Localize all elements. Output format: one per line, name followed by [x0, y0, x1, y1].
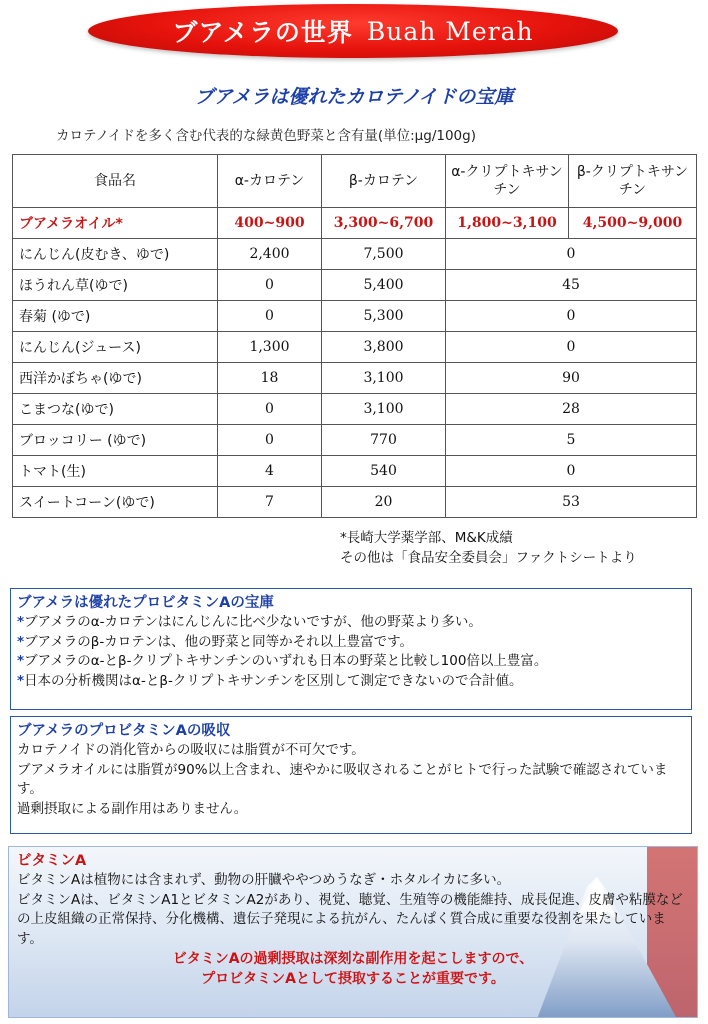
vitamin-a-title: ビタミンA — [17, 853, 87, 869]
cell-alpha: 0 — [218, 270, 322, 301]
list-item: *日本の分析機関はα-とβ-クリプトキサンチンを区別して測定できないので合計値。 — [17, 672, 523, 689]
table-row — [13, 394, 697, 425]
table-row — [13, 270, 697, 301]
warning-line-1: ビタミンAの過剰摂取は深刻な副作用を起こしますので、 — [172, 951, 534, 967]
cell-alpha-cryptoxanthin: 1,800~3,100 — [446, 208, 569, 239]
paragraph-line: ビタミンAは、ビタミンA1とビタミンA2があり、視覚、聴覚、生殖等の機能維持、成長促進、皮膚や粘膜などの上皮組織の正常保持、分化機構、遺伝子発現による抗がん、たんぱく質合成に重要な役割を果たしています。 — [17, 891, 683, 947]
table-row — [13, 425, 697, 456]
provitamin-a-title: ブアメラは優れたプロビタミンAの宝庫 — [17, 595, 274, 611]
cell-name: ほうれん草(ゆで) — [13, 270, 218, 301]
table-row — [13, 363, 697, 394]
cell-name: にんじん(ジュース) — [13, 332, 218, 363]
cell-alpha: 2,400 — [218, 239, 322, 270]
cell-crypto: 5 — [446, 425, 697, 456]
table-row — [13, 487, 697, 518]
cell-crypto: 53 — [446, 487, 697, 518]
cell-beta: 540 — [322, 456, 446, 487]
provitamin-a-box — [10, 588, 692, 710]
cell-beta-cryptoxanthin: 4,500~9,000 — [569, 208, 697, 239]
subtitle: ブアメラは優れたカロテノイドの宝庫 — [194, 86, 514, 108]
paragraph-line: ブアメラオイルには脂質が90%以上含まれ、速やかに吸収されることがヒトで行った試験で確認されています。 — [17, 761, 668, 797]
bullet-asterisk: * — [17, 672, 25, 689]
cell-beta: 5,400 — [322, 270, 446, 301]
cell-crypto: 45 — [446, 270, 697, 301]
cell-crypto: 90 — [446, 363, 697, 394]
cell-name: こまつな(ゆで) — [13, 394, 218, 425]
bullet-asterisk: * — [17, 633, 25, 650]
cell-beta-carotene: 3,300~6,700 — [322, 208, 446, 239]
cell-name: スイートコーン(ゆで) — [13, 487, 218, 518]
header-beta-carotene: β-カロテン — [322, 155, 446, 208]
paragraph-line: ビタミンAは植物には含まれず、動物の肝臓ややつめうなぎ・ホタルイカに多い。 — [17, 872, 511, 888]
cell-beta: 3,800 — [322, 332, 446, 363]
cell-alpha: 0 — [218, 425, 322, 456]
table-row — [13, 301, 697, 332]
cell-crypto: 28 — [446, 394, 697, 425]
absorption-box — [10, 716, 692, 834]
cell-alpha: 0 — [218, 394, 322, 425]
cell-name: 春菊 (ゆで) — [13, 301, 218, 332]
table-row — [13, 456, 697, 487]
cell-alpha: 18 — [218, 363, 322, 394]
table-caption: カロテノイドを多く含む代表的な緑黄色野菜と含有量(単位:μg/100g) — [56, 128, 476, 144]
cell-name: トマト(生) — [13, 456, 218, 487]
title-banner — [88, 4, 618, 58]
cell-alpha: 1,300 — [218, 332, 322, 363]
source-line-2: その他は「食品安全委員会」ファクトシートより — [340, 550, 637, 566]
cell-name: ブアメラオイル* — [13, 208, 218, 239]
table-row — [13, 239, 697, 270]
cell-alpha-carotene: 400~900 — [218, 208, 322, 239]
vitamin-a-box — [8, 846, 698, 1018]
header-food-name: 食品名 — [13, 155, 218, 208]
header-alpha-cryptoxanthin: α-クリプトキサンチン — [446, 155, 569, 208]
bullet-asterisk: * — [17, 614, 25, 630]
cell-alpha: 7 — [218, 487, 322, 518]
cell-name: にんじん(皮むき、ゆで) — [13, 239, 218, 270]
header-beta-cryptoxanthin: β-クリプトキサンチン — [569, 155, 697, 208]
list-item: *ブアメラのα-カロテンはにんじんに比べ少ないですが、他の野菜より多い。 — [17, 614, 482, 630]
title-jp: ブアメラの世界 — [172, 18, 353, 47]
list-item: *ブアメラのα-とβ-クリプトキサンチンのいずれも日本の野菜と比較し100倍以上豊富。 — [17, 653, 548, 669]
cell-crypto: 0 — [446, 301, 697, 332]
cell-name: 西洋かぼちゃ(ゆで) — [13, 363, 218, 394]
table-header-row — [13, 155, 697, 208]
source-note — [340, 528, 637, 568]
table-row — [13, 332, 697, 363]
cell-alpha: 0 — [218, 301, 322, 332]
cell-beta: 7,500 — [322, 239, 446, 270]
paragraph-line: カロテノイドの消化管からの吸収には脂質が不可欠です。 — [17, 742, 365, 758]
header-alpha-carotene: α-カロテン — [218, 155, 322, 208]
list-item: *ブアメラのβ-カロテンは、他の野菜と同等かそれ以上豊富です。 — [17, 633, 413, 650]
absorption-title: ブアメラのプロビタミンAの吸収 — [17, 723, 231, 739]
title-en: Buah Merah — [366, 16, 534, 46]
cell-beta: 3,100 — [322, 363, 446, 394]
cell-crypto: 0 — [446, 332, 697, 363]
cell-beta: 770 — [322, 425, 446, 456]
cell-crypto: 0 — [446, 456, 697, 487]
carotenoid-table — [12, 154, 697, 518]
cell-crypto: 0 — [446, 239, 697, 270]
warning-line-2: プロビタミンAとして摂取することが重要です。 — [201, 971, 505, 987]
bullet-asterisk: * — [17, 653, 25, 669]
cell-alpha: 4 — [218, 456, 322, 487]
cell-beta: 3,100 — [322, 394, 446, 425]
cell-beta: 20 — [322, 487, 446, 518]
table-row-buah-merah-oil — [13, 208, 697, 239]
paragraph-line: 過剰摂取による副作用はありません。 — [17, 800, 248, 817]
cell-beta: 5,300 — [322, 301, 446, 332]
cell-name: ブロッコリー (ゆで) — [13, 425, 218, 456]
source-line-1: *長崎大学薬学部、M&K成績 — [340, 530, 513, 546]
